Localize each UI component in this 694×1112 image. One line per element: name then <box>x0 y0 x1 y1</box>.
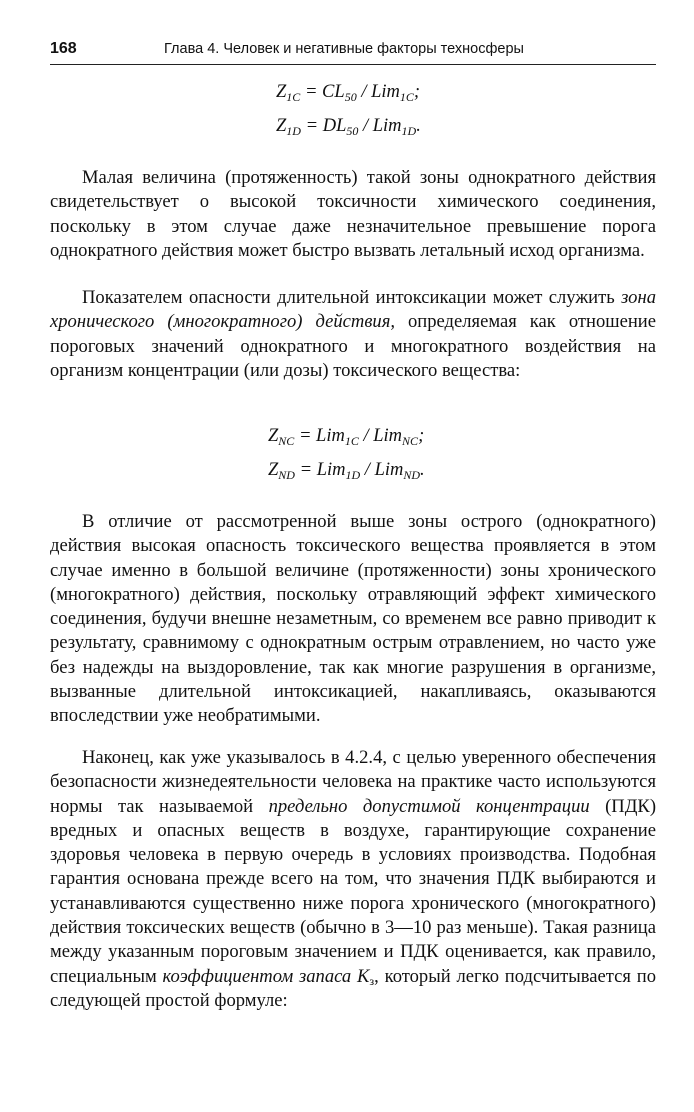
formula-znd: $Z_{ND} = Lim_{1D} / Lim_{ND}$. <box>268 460 425 482</box>
formula-z1d: $Z_{1D} = DL_{50} / Lim_{1D}$. <box>276 116 421 138</box>
term-safety-factor: коэффициентом запаса K <box>162 965 370 987</box>
formula-z1c: $Z_{1C} = CL_{50} / Lim_{1C}$; <box>276 82 421 104</box>
paragraph-4: Наконец, как уже указывалось в 4.2.4, с целью уверенного обеспечения безопасности жизнедеятельности человека на практике часто используются нормы так называемой предельно допустимой концентрации (ПДК) вредных и опасных веществ в воздухе, гарантирующие сохранение здоровья человека в первую очередь в условиях производства. Подобная гарантия основана прежде всего на том, что значения ПДК выбираются и устанавливаются существенно ниже порога хронического (многократного) действия токсических веществ (обычно в 3—10 раз меньше). Такая разница между указанным пороговым значением и ПДК оценивается, как правило, специальным коэффициентом запаса $K_з$, который легко подсчитывается по следующей простой формуле: <box>50 747 657 1011</box>
page-number: 168 <box>50 40 77 57</box>
term-chronic-zone: зона хронического (многократного) действия, <box>50 287 656 333</box>
paragraph-2: Показателем опасности длительной интоксикации может служить зона хронического (многократного) действия, определяемая как отношение пороговых значений однократного и многократного воздействия на организм концентрации (или дозы) токсического вещества: <box>50 287 656 381</box>
paragraph-3: В отличие от рассмотренной выше зоны острого (однократного) действия высокая опасность токсического вещества проявляется в этом случае именно в большой величине (протяженности) зоны хронического (многократного) действия, поскольку отравляющий эффект химического соединения, будучи внешне незаметным, со временем все равно приводит к результату, сравнимому с однократным острым отравлением, но часто уже без надежды на выздоровление, так как многие разрушения в организме, вызванные длительной интоксикацией, накапливаясь, оказываются впоследствии уже необратимыми. <box>50 511 656 727</box>
formula-znc: $Z_{NC} = Lim_{1C} / Lim_{NC}$; <box>268 426 425 448</box>
running-title: Глава 4. Человек и негативные факторы техносферы <box>164 41 524 57</box>
term-mac: предельно допустимой концентрации <box>268 795 590 817</box>
paragraph-1: Малая величина (протяженность) такой зоны однократного действия свидетельствует о высокой токсичности химического соединения, поскольку в этом случае даже незначительное превышение порога однократного действия может быстро вызвать летальный исход организма. <box>50 167 656 261</box>
page-header <box>50 38 656 65</box>
